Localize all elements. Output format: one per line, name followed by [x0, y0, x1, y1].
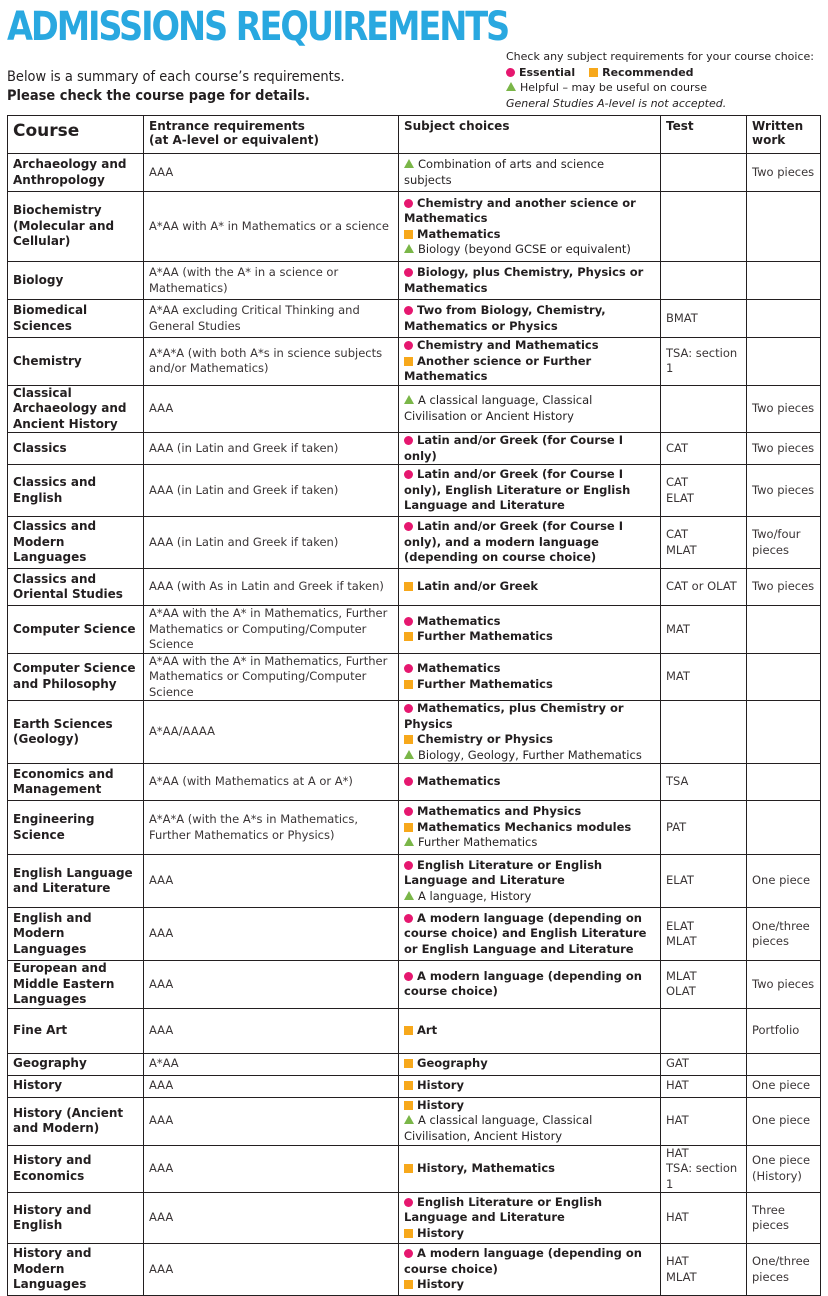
subject-choices	[399, 1097, 661, 1145]
entrance-requirement: AAA	[144, 1075, 399, 1097]
subject-choices	[399, 1075, 661, 1097]
written-work: One/three pieces	[747, 1244, 821, 1296]
written-work: Two pieces	[747, 385, 821, 433]
entrance-requirement: A*AA	[144, 1053, 399, 1075]
circle-icon	[404, 306, 413, 315]
subject-choices	[399, 1193, 661, 1244]
table-row	[8, 338, 821, 386]
triangle-icon	[506, 82, 516, 91]
table-row	[8, 764, 821, 801]
entrance-requirement: AAA	[144, 908, 399, 961]
subject-choices	[399, 764, 661, 801]
table-row	[8, 1008, 821, 1053]
written-work	[747, 192, 821, 262]
subject-text: Mathematics	[417, 226, 501, 241]
circle-icon	[404, 664, 413, 673]
subject-text: Chemistry and another science or Mathematics	[404, 195, 636, 225]
written-work	[747, 338, 821, 386]
subject-choices	[399, 465, 661, 517]
test-name: HAT	[661, 1097, 747, 1145]
requirements-table	[7, 115, 821, 1296]
course-name: Classics and English	[8, 465, 144, 517]
table-row	[8, 154, 821, 192]
table-row	[8, 1193, 821, 1244]
triangle-icon	[404, 750, 414, 759]
table-row	[8, 300, 821, 338]
square-icon	[404, 1059, 413, 1068]
subject-text: History, Mathematics	[417, 1161, 555, 1175]
subject-choices	[399, 606, 661, 654]
test-name: CAT	[661, 433, 747, 465]
course-name: Earth Sciences (Geology)	[8, 701, 144, 764]
circle-icon	[404, 436, 413, 445]
square-icon	[404, 1280, 413, 1289]
square-icon	[404, 823, 413, 832]
course-name: Biomedical Sciences	[8, 300, 144, 338]
table-row	[8, 569, 821, 606]
circle-icon	[506, 68, 515, 77]
table-row	[8, 1075, 821, 1097]
written-work: Two pieces	[747, 465, 821, 517]
test-name: ELAT MLAT	[661, 908, 747, 961]
entrance-requirement: AAA	[144, 1008, 399, 1053]
course-name: Geography	[8, 1053, 144, 1075]
header-test: Test	[661, 116, 747, 154]
course-name: Chemistry	[8, 338, 144, 386]
header-course: Course	[8, 116, 144, 154]
table-row	[8, 517, 821, 569]
course-name: History (Ancient and Modern)	[8, 1097, 144, 1145]
circle-icon	[404, 199, 413, 208]
subject-recommended	[404, 1161, 655, 1177]
table-row	[8, 433, 821, 465]
subject-choices	[399, 961, 661, 1009]
subject-recommended	[404, 1098, 655, 1114]
written-work: Three pieces	[747, 1193, 821, 1244]
table-row	[8, 1145, 821, 1193]
test-name: CAT or OLAT	[661, 569, 747, 606]
intro-summary: Below is a summary of each course’s requirements.	[7, 69, 345, 85]
test-name	[661, 385, 747, 433]
subject-essential	[404, 1195, 655, 1226]
subject-essential	[404, 774, 655, 790]
square-icon	[404, 1101, 413, 1110]
course-name: Archaeology and Anthropology	[8, 154, 144, 192]
subject-choices	[399, 1244, 661, 1296]
subject-text: Another science or Further Mathematics	[404, 353, 592, 383]
table-row	[8, 606, 821, 654]
written-work: Two pieces	[747, 433, 821, 465]
entrance-requirement: AAA	[144, 1244, 399, 1296]
header-written-text: Written work	[752, 119, 804, 147]
test-name: CAT ELAT	[661, 465, 747, 517]
subject-essential	[404, 265, 655, 296]
subject-choices	[399, 801, 661, 855]
header-written	[747, 116, 821, 154]
entrance-requirement: AAA	[144, 385, 399, 433]
written-work	[747, 701, 821, 764]
written-work	[747, 606, 821, 654]
circle-icon	[404, 1249, 413, 1258]
legend	[506, 49, 814, 111]
circle-icon	[404, 522, 413, 531]
circle-icon	[404, 341, 413, 350]
subject-essential	[404, 433, 655, 464]
subject-text: Biology, plus Chemistry, Physics or Mathematics	[404, 265, 644, 295]
entrance-requirement: AAA	[144, 855, 399, 908]
subject-essential	[404, 196, 655, 227]
legend-row-helpful	[506, 80, 814, 96]
course-name: Classics and Oriental Studies	[8, 569, 144, 606]
subject-essential	[404, 338, 655, 354]
triangle-icon	[404, 159, 414, 168]
written-work: One piece	[747, 1097, 821, 1145]
table-body	[8, 154, 821, 1296]
subject-recommended	[404, 820, 655, 836]
triangle-icon	[404, 395, 414, 404]
subject-text: Further Mathematics	[418, 835, 538, 850]
subject-text: Biology, Geology, Further Mathematics	[418, 747, 642, 762]
test-name: GAT	[661, 1053, 747, 1075]
subject-text: Latin and/or Greek (for Course I only), English Literature or English Language and Literature	[404, 467, 631, 513]
course-name: Classical Archaeology and Ancient History	[8, 385, 144, 433]
test-name: CAT MLAT	[661, 517, 747, 569]
entrance-requirement: A*AA with the A* in Mathematics, Further Mathematics or Computing/Computer Science	[144, 653, 399, 701]
subject-choices	[399, 385, 661, 433]
test-name	[661, 262, 747, 300]
subject-choices	[399, 517, 661, 569]
subject-choices	[399, 855, 661, 908]
subject-text: English Literature or English Language and Literature	[404, 857, 603, 888]
subject-text: Mathematics and Physics	[417, 804, 582, 819]
written-work	[747, 300, 821, 338]
written-work	[747, 262, 821, 300]
table-row	[8, 385, 821, 433]
square-icon	[404, 735, 413, 744]
subject-choices	[399, 338, 661, 386]
circle-icon	[404, 914, 413, 923]
subject-text: A modern language (depending on course choice) and English Literature or English Language and Literature	[404, 910, 647, 956]
entrance-requirement: A*AA with A* in Mathematics or a science	[144, 192, 399, 262]
course-name: European and Middle Eastern Languages	[8, 961, 144, 1009]
table-row	[8, 262, 821, 300]
subject-recommended	[404, 1078, 655, 1094]
test-name: HAT MLAT	[661, 1244, 747, 1296]
subject-text: A classical language, Classical Civilisation, Ancient History	[404, 1113, 593, 1143]
subject-text: Mathematics	[417, 613, 501, 628]
square-icon	[589, 68, 598, 77]
subject-recommended	[404, 732, 655, 748]
subject-text: Mathematics	[417, 661, 501, 676]
legend-recommended: Recommended	[602, 65, 694, 79]
subject-helpful	[404, 748, 655, 764]
subject-essential	[404, 661, 655, 677]
subject-helpful	[404, 393, 655, 424]
subject-text: Mathematics	[417, 774, 501, 789]
subject-text: History	[417, 1097, 464, 1112]
course-name: English Language and Literature	[8, 855, 144, 908]
course-name: History and Economics	[8, 1145, 144, 1193]
subject-text: A modern language (depending on course choice)	[404, 968, 642, 999]
circle-icon	[404, 704, 413, 713]
test-name	[661, 1008, 747, 1053]
course-name: Economics and Management	[8, 764, 144, 801]
triangle-icon	[404, 244, 414, 253]
subject-helpful	[404, 889, 655, 905]
legend-row-essential-recommended	[506, 65, 814, 81]
test-name: MAT	[661, 606, 747, 654]
table-header-row	[8, 116, 821, 154]
test-name	[661, 192, 747, 262]
subject-recommended	[404, 354, 655, 385]
test-name: TSA	[661, 764, 747, 801]
square-icon	[404, 582, 413, 591]
course-name: Computer Science and Philosophy	[8, 653, 144, 701]
table-row	[8, 1097, 821, 1145]
subject-choices	[399, 1053, 661, 1075]
entrance-requirement: A*AA excluding Critical Thinking and General Studies	[144, 300, 399, 338]
course-name: History and English	[8, 1193, 144, 1244]
subject-recommended	[404, 1226, 655, 1242]
table-row	[8, 961, 821, 1009]
course-name: Fine Art	[8, 1008, 144, 1053]
header-entrance	[144, 116, 399, 154]
subject-text: History	[417, 1078, 464, 1093]
subject-helpful	[404, 835, 655, 851]
subject-essential	[404, 303, 655, 334]
subject-text: Latin and/or Greek	[417, 579, 539, 594]
written-work: One piece	[747, 855, 821, 908]
subject-essential	[404, 701, 655, 732]
subject-text: Latin and/or Greek (for Course I only), and a modern language (depending on course choice)	[404, 519, 623, 565]
square-icon	[404, 1026, 413, 1035]
subject-recommended	[404, 677, 655, 693]
circle-icon	[404, 777, 413, 786]
subject-essential	[404, 467, 655, 514]
legend-heading: Check any subject requirements for your course choice:	[506, 50, 814, 63]
subject-text: A modern language (depending on course choice)	[404, 1246, 642, 1276]
subject-text: Geography	[417, 1056, 488, 1071]
course-name: Computer Science	[8, 606, 144, 654]
subject-recommended	[404, 579, 655, 595]
subject-essential	[404, 1246, 655, 1277]
course-name: History and Modern Languages	[8, 1244, 144, 1296]
subject-recommended	[404, 1277, 655, 1293]
subject-recommended	[404, 1056, 655, 1072]
table-row	[8, 192, 821, 262]
subject-helpful	[404, 1113, 655, 1144]
table-row	[8, 855, 821, 908]
written-work: Portfolio	[747, 1008, 821, 1053]
test-name: HAT TSA: section 1	[661, 1145, 747, 1193]
subject-choices	[399, 192, 661, 262]
subject-choices	[399, 433, 661, 465]
circle-icon	[404, 807, 413, 816]
subject-helpful	[404, 242, 655, 258]
entrance-requirement: AAA (in Latin and Greek if taken)	[144, 433, 399, 465]
test-name: MAT	[661, 653, 747, 701]
subject-text: Chemistry and Mathematics	[417, 338, 599, 352]
subject-choices	[399, 154, 661, 192]
entrance-requirement: AAA	[144, 1193, 399, 1244]
circle-icon	[404, 861, 413, 870]
test-name: TSA: section 1	[661, 338, 747, 386]
subject-text: Two from Biology, Chemistry, Mathematics or Physics	[404, 303, 606, 333]
square-icon	[404, 632, 413, 641]
square-icon	[404, 680, 413, 689]
subject-text: A language, History	[418, 888, 532, 903]
circle-icon	[404, 268, 413, 277]
subject-text: Latin and/or Greek (for Course I only)	[404, 433, 623, 463]
entrance-requirement: A*AA (with the A* in a science or Mathematics)	[144, 262, 399, 300]
legend-essential: Essential	[519, 65, 576, 79]
entrance-requirement: A*A*A (with both A*s in science subjects and/or Mathematics)	[144, 338, 399, 386]
entrance-requirement: AAA (with As in Latin and Greek if taken)	[144, 569, 399, 606]
subject-text: Mathematics Mechanics modules	[417, 819, 632, 834]
header-subjects: Subject choices	[399, 116, 661, 154]
circle-icon	[404, 972, 413, 981]
triangle-icon	[404, 891, 414, 900]
subject-choices	[399, 569, 661, 606]
subject-essential	[404, 858, 655, 889]
subject-essential	[404, 969, 655, 1000]
subject-recommended	[404, 1023, 655, 1039]
subject-helpful	[404, 157, 655, 188]
table-row	[8, 701, 821, 764]
square-icon	[404, 1164, 413, 1173]
subject-text: Art	[417, 1022, 438, 1037]
written-work: Two pieces	[747, 961, 821, 1009]
entrance-requirement: A*AA (with Mathematics at A or A*)	[144, 764, 399, 801]
entrance-requirement: AAA (in Latin and Greek if taken)	[144, 465, 399, 517]
written-work: One/three pieces	[747, 908, 821, 961]
entrance-requirement: A*AA with the A* in Mathematics, Further Mathematics or Computing/Computer Science	[144, 606, 399, 654]
subject-choices	[399, 653, 661, 701]
subject-text: Chemistry or Physics	[417, 732, 554, 746]
subject-choices	[399, 262, 661, 300]
subject-choices	[399, 701, 661, 764]
subject-choices	[399, 1008, 661, 1053]
circle-icon	[404, 470, 413, 479]
circle-icon	[404, 617, 413, 626]
entrance-requirement: AAA	[144, 154, 399, 192]
subject-text: Further Mathematics	[417, 676, 553, 691]
entrance-requirement: AAA (in Latin and Greek if taken)	[144, 517, 399, 569]
test-name: PAT	[661, 801, 747, 855]
legend-helpful: Helpful – may be useful on course	[520, 81, 708, 94]
test-name: MLAT OLAT	[661, 961, 747, 1009]
subject-recommended	[404, 629, 655, 645]
subject-text: History	[417, 1225, 464, 1240]
subject-essential	[404, 804, 655, 820]
triangle-icon	[404, 837, 414, 846]
written-work	[747, 1053, 821, 1075]
entrance-requirement: A*AA/AAAA	[144, 701, 399, 764]
header-entrance-text: Entrance requirements (at A-level or equivalent)	[149, 119, 319, 147]
subject-choices	[399, 300, 661, 338]
square-icon	[404, 1229, 413, 1238]
table-row	[8, 1053, 821, 1075]
subject-essential	[404, 911, 655, 958]
subject-essential	[404, 614, 655, 630]
written-work: Two pieces	[747, 154, 821, 192]
course-name: English and Modern Languages	[8, 908, 144, 961]
subject-recommended	[404, 227, 655, 243]
intro	[7, 68, 370, 106]
legend-note: General Studies A-level is not accepted.	[506, 96, 727, 110]
test-name	[661, 154, 747, 192]
triangle-icon	[404, 1115, 414, 1124]
test-name: HAT	[661, 1075, 747, 1097]
course-name: Biology	[8, 262, 144, 300]
written-work: One piece	[747, 1075, 821, 1097]
subject-choices	[399, 1145, 661, 1193]
test-name: HAT	[661, 1193, 747, 1244]
subject-text: Combination of arts and science subjects	[404, 157, 605, 187]
entrance-requirement: AAA	[144, 1097, 399, 1145]
written-work: One piece (History)	[747, 1145, 821, 1193]
entrance-requirement: AAA	[144, 1145, 399, 1193]
course-name: Classics	[8, 433, 144, 465]
course-name: History	[8, 1075, 144, 1097]
written-work	[747, 801, 821, 855]
written-work	[747, 653, 821, 701]
course-name: Engineering Science	[8, 801, 144, 855]
subject-text: Biology (beyond GCSE or equivalent)	[418, 242, 631, 256]
table-row	[8, 801, 821, 855]
subject-text: Further Mathematics	[417, 629, 553, 644]
test-name	[661, 701, 747, 764]
square-icon	[404, 1081, 413, 1090]
table-row	[8, 465, 821, 517]
course-name: Classics and Modern Languages	[8, 517, 144, 569]
subject-text: English Literature or English Language and Literature	[404, 1194, 603, 1225]
test-name: ELAT	[661, 855, 747, 908]
table-row	[8, 1244, 821, 1296]
subject-text: A classical language, Classical Civilisation or Ancient History	[404, 393, 593, 423]
subject-essential	[404, 519, 655, 566]
page-title: ADMISSIONS REQUIREMENTS	[7, 4, 509, 50]
circle-icon	[404, 1198, 413, 1207]
entrance-requirement: AAA	[144, 961, 399, 1009]
square-icon	[404, 230, 413, 239]
written-work	[747, 764, 821, 801]
test-name: BMAT	[661, 300, 747, 338]
subject-text: Mathematics, plus Chemistry or Physics	[404, 701, 624, 731]
entrance-requirement: A*A*A (with the A*s in Mathematics, Further Mathematics or Physics)	[144, 801, 399, 855]
subject-choices	[399, 908, 661, 961]
course-name: Biochemistry (Molecular and Cellular)	[8, 192, 144, 262]
table-row	[8, 908, 821, 961]
table-row	[8, 653, 821, 701]
intro-check-details: Please check the course page for details.	[7, 88, 310, 104]
written-work: Two pieces	[747, 569, 821, 606]
square-icon	[404, 357, 413, 366]
written-work: Two/four pieces	[747, 517, 821, 569]
subject-text: History	[417, 1277, 464, 1292]
